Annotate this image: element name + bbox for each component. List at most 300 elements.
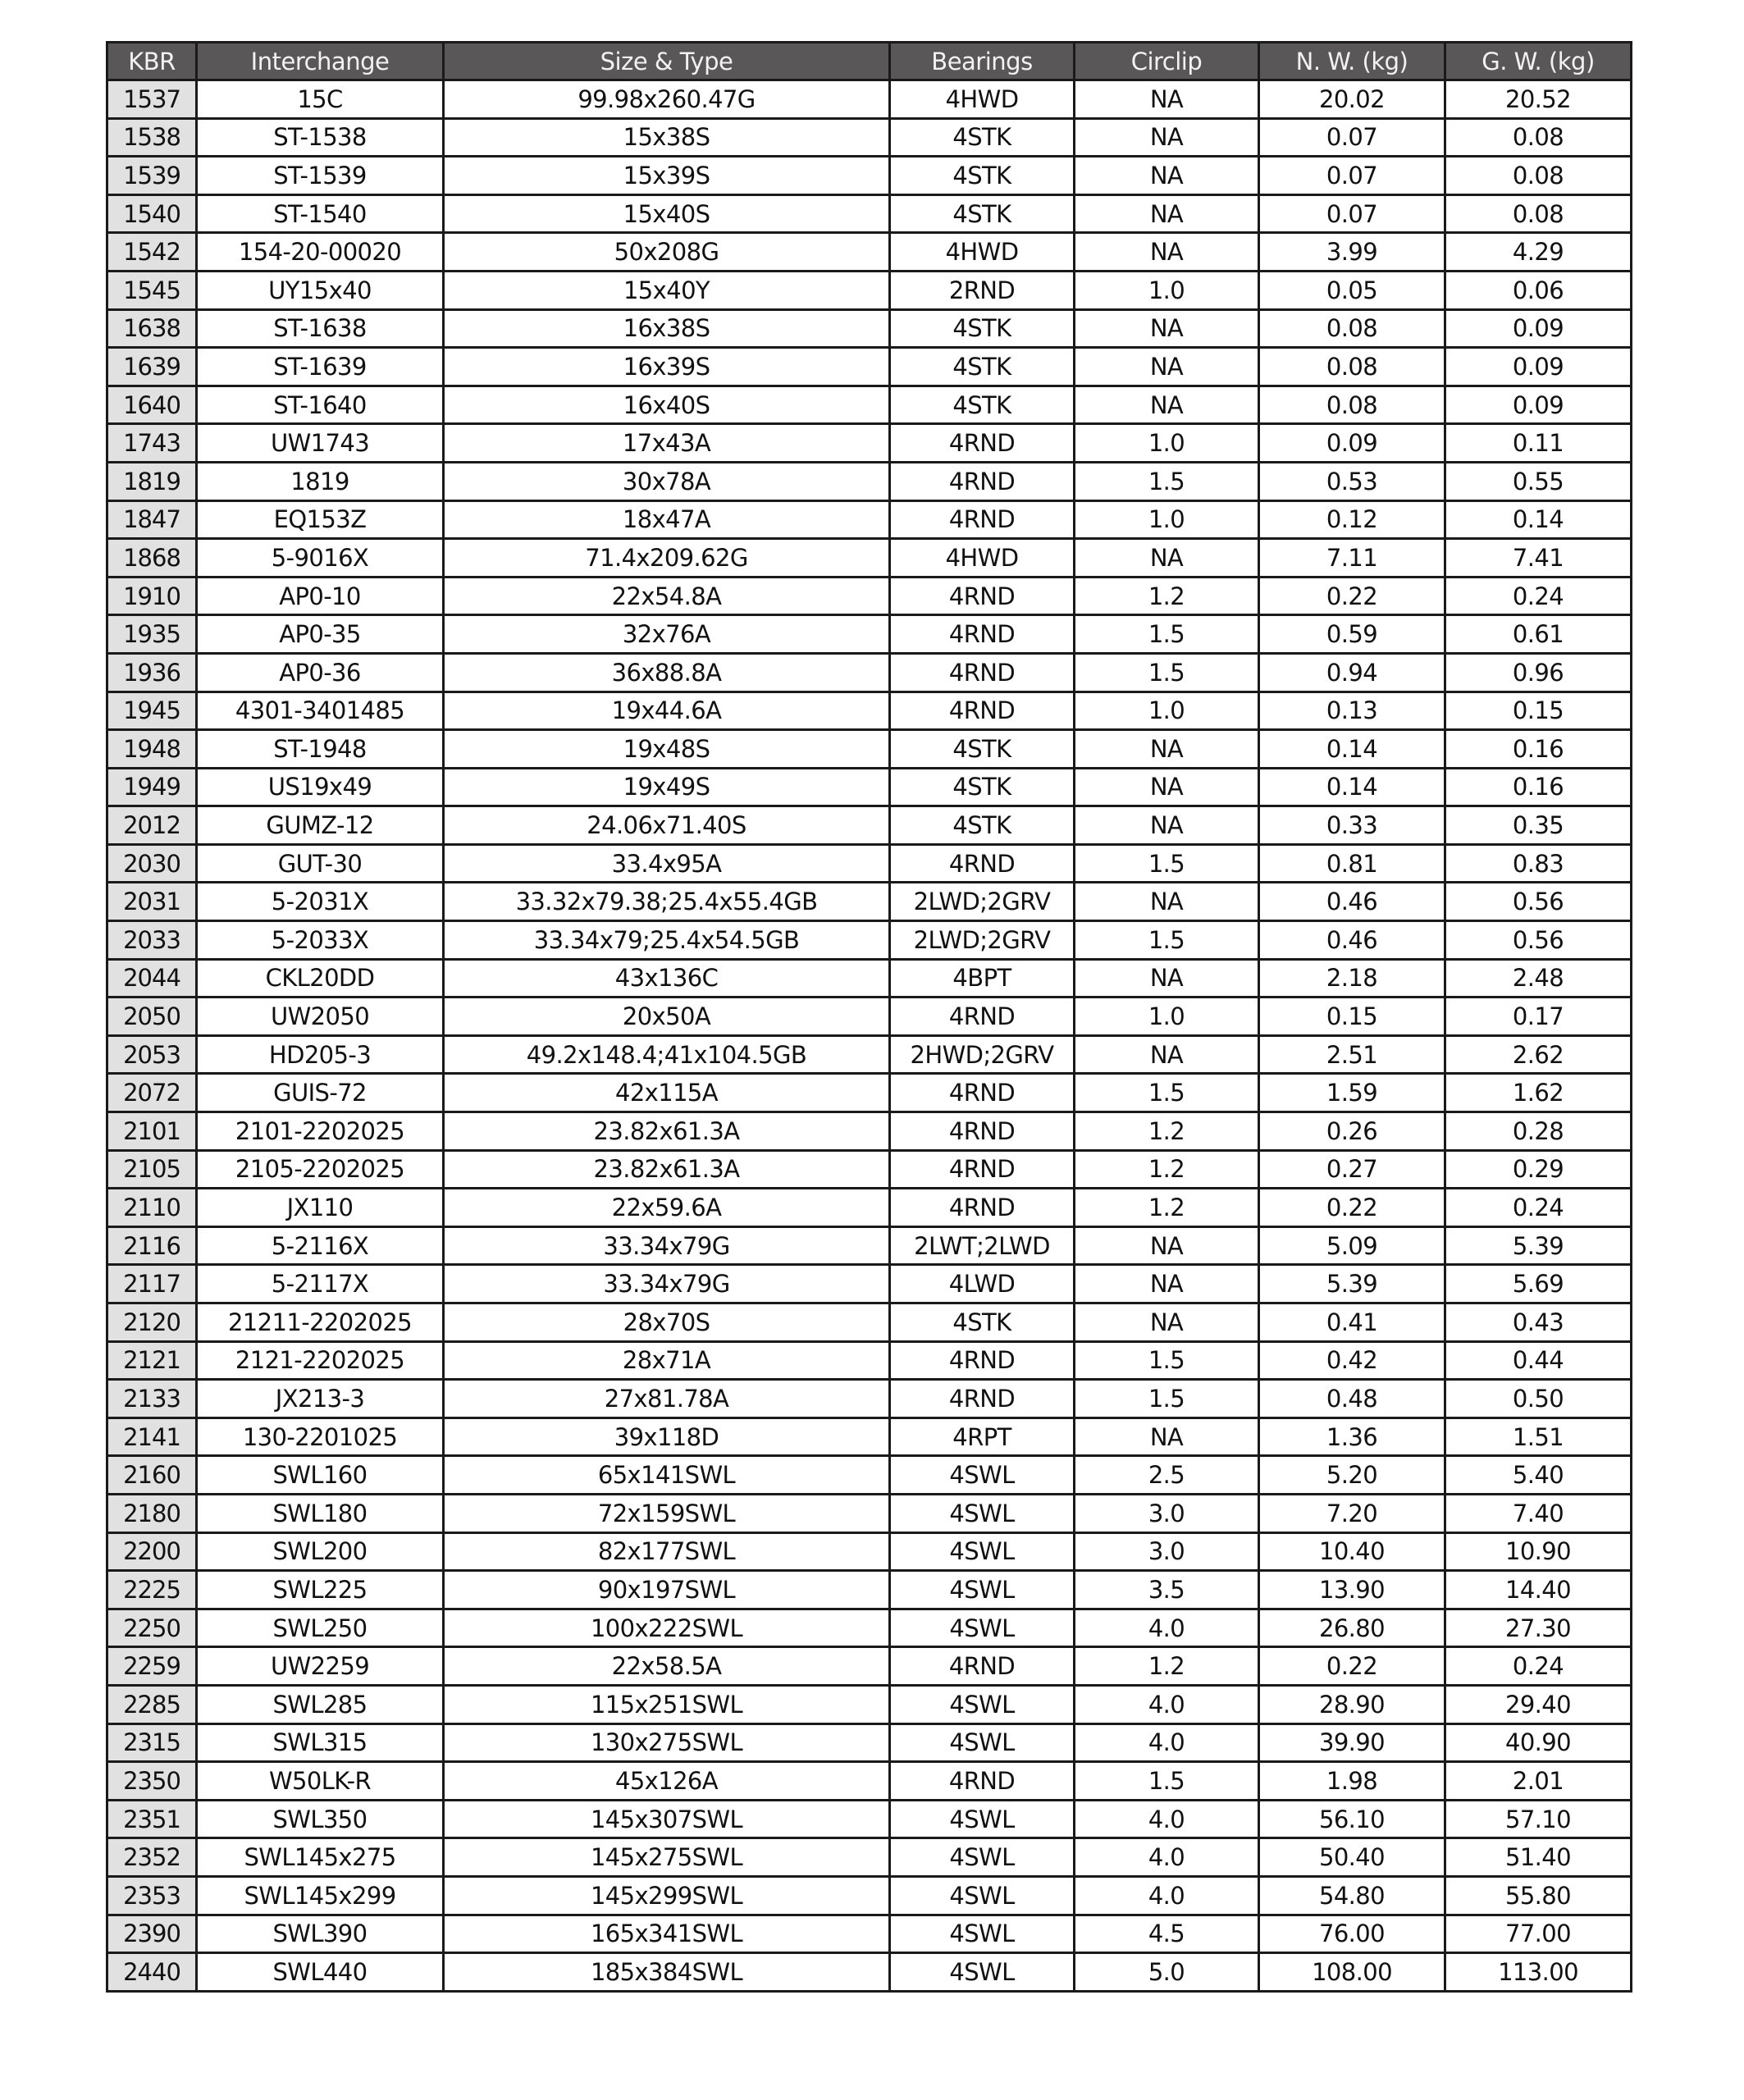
table-row <box>107 271 1632 309</box>
cell-net-weight: 0.42 <box>1259 1341 1445 1380</box>
cell-kbr: 1936 <box>107 653 197 692</box>
cell-circlip: 1.5 <box>1075 653 1259 692</box>
cell-kbr: 2351 <box>107 1800 197 1838</box>
cell-bearings: 2HWD;2GRV <box>890 1035 1075 1074</box>
cell-net-weight: 0.08 <box>1259 348 1445 386</box>
header-kbr: KBR <box>107 43 197 80</box>
cell-net-weight: 0.53 <box>1259 462 1445 500</box>
table-row <box>107 1723 1632 1762</box>
table-row <box>107 424 1632 463</box>
cell-interchange: ST-1538 <box>197 118 444 157</box>
table-row <box>107 539 1632 578</box>
header-size-type: Size & Type <box>444 43 890 80</box>
cell-circlip: 1.2 <box>1075 577 1259 615</box>
cell-net-weight: 13.90 <box>1259 1571 1445 1609</box>
cell-circlip: 1.0 <box>1075 692 1259 730</box>
cell-bearings: 4HWD <box>890 80 1075 119</box>
cell-circlip: 1.2 <box>1075 1150 1259 1189</box>
cell-circlip: NA <box>1075 1265 1259 1303</box>
cell-interchange: UW2259 <box>197 1647 444 1686</box>
cell-kbr: 1639 <box>107 348 197 386</box>
cell-size-type: 19x48S <box>444 730 890 769</box>
cell-net-weight: 2.51 <box>1259 1035 1445 1074</box>
cell-interchange: SWL285 <box>197 1685 444 1723</box>
cell-kbr: 2033 <box>107 921 197 960</box>
cell-size-type: 28x70S <box>444 1303 890 1342</box>
cell-interchange: 154-20-00020 <box>197 233 444 272</box>
cell-bearings: 4RND <box>890 615 1075 654</box>
cell-gross-weight: 7.40 <box>1445 1494 1632 1532</box>
table-row <box>107 1685 1632 1723</box>
cell-net-weight: 56.10 <box>1259 1800 1445 1838</box>
cell-gross-weight: 5.39 <box>1445 1226 1632 1265</box>
table-row <box>107 692 1632 730</box>
cell-circlip: 1.2 <box>1075 1112 1259 1151</box>
cell-kbr: 1945 <box>107 692 197 730</box>
cell-bearings: 4RND <box>890 1380 1075 1418</box>
cell-size-type: 65x141SWL <box>444 1456 890 1495</box>
cell-size-type: 43x136C <box>444 959 890 998</box>
cell-net-weight: 0.05 <box>1259 271 1445 309</box>
cell-interchange: JX110 <box>197 1189 444 1227</box>
cell-circlip: NA <box>1075 768 1259 806</box>
cell-bearings: 4STK <box>890 348 1075 386</box>
cell-kbr: 2352 <box>107 1838 197 1877</box>
cell-kbr: 1819 <box>107 462 197 500</box>
cell-circlip: 4.0 <box>1075 1609 1259 1647</box>
cell-interchange: 2105-2202025 <box>197 1150 444 1189</box>
cell-interchange: SWL225 <box>197 1571 444 1609</box>
cell-kbr: 1537 <box>107 80 197 119</box>
cell-net-weight: 108.00 <box>1259 1953 1445 1992</box>
cell-gross-weight: 0.09 <box>1445 386 1632 424</box>
cell-net-weight: 7.11 <box>1259 539 1445 578</box>
cell-net-weight: 0.14 <box>1259 730 1445 769</box>
cell-interchange: ST-1948 <box>197 730 444 769</box>
cell-bearings: 4RND <box>890 462 1075 500</box>
cell-kbr: 1638 <box>107 309 197 348</box>
cell-bearings: 2LWT;2LWD <box>890 1226 1075 1265</box>
table-row <box>107 462 1632 500</box>
cell-bearings: 4HWD <box>890 233 1075 272</box>
cell-size-type: 15x39S <box>444 157 890 195</box>
cell-net-weight: 0.22 <box>1259 577 1445 615</box>
cell-kbr: 1542 <box>107 233 197 272</box>
cell-gross-weight: 14.40 <box>1445 1571 1632 1609</box>
table-row <box>107 1265 1632 1303</box>
cell-interchange: SWL160 <box>197 1456 444 1495</box>
table-row <box>107 1762 1632 1801</box>
cell-circlip: 3.5 <box>1075 1571 1259 1609</box>
cell-interchange: UW1743 <box>197 424 444 463</box>
cell-size-type: 99.98x260.47G <box>444 80 890 119</box>
cell-interchange: SWL200 <box>197 1532 444 1571</box>
cell-bearings: 4SWL <box>890 1838 1075 1877</box>
cell-kbr: 2030 <box>107 844 197 883</box>
table-row <box>107 1035 1632 1074</box>
table-row <box>107 1074 1632 1112</box>
cell-size-type: 115x251SWL <box>444 1685 890 1723</box>
cell-circlip: NA <box>1075 883 1259 921</box>
table-row <box>107 1112 1632 1151</box>
table-row <box>107 998 1632 1036</box>
cell-interchange: GUMZ-12 <box>197 806 444 845</box>
cell-bearings: 4SWL <box>890 1456 1075 1495</box>
cell-circlip: 4.0 <box>1075 1876 1259 1915</box>
cell-kbr: 1540 <box>107 194 197 233</box>
cell-gross-weight: 2.62 <box>1445 1035 1632 1074</box>
cell-gross-weight: 0.56 <box>1445 883 1632 921</box>
cell-size-type: 17x43A <box>444 424 890 463</box>
table-row <box>107 1226 1632 1265</box>
cell-kbr: 1545 <box>107 271 197 309</box>
cell-interchange: AP0-35 <box>197 615 444 654</box>
cell-size-type: 39x118D <box>444 1418 890 1456</box>
cell-kbr: 2180 <box>107 1494 197 1532</box>
cell-circlip: NA <box>1075 157 1259 195</box>
cell-bearings: 4RND <box>890 998 1075 1036</box>
cell-gross-weight: 5.69 <box>1445 1265 1632 1303</box>
cell-circlip: 1.5 <box>1075 844 1259 883</box>
cell-net-weight: 76.00 <box>1259 1915 1445 1953</box>
cell-kbr: 1949 <box>107 768 197 806</box>
cell-interchange: 21211-2202025 <box>197 1303 444 1342</box>
cell-bearings: 4STK <box>890 157 1075 195</box>
table-body <box>107 80 1632 1992</box>
cell-circlip: NA <box>1075 730 1259 769</box>
table-row <box>107 1532 1632 1571</box>
cell-gross-weight: 0.15 <box>1445 692 1632 730</box>
cell-interchange: SWL390 <box>197 1915 444 1953</box>
cell-interchange: SWL180 <box>197 1494 444 1532</box>
cell-kbr: 2285 <box>107 1685 197 1723</box>
cell-circlip: NA <box>1075 194 1259 233</box>
cell-circlip: 1.5 <box>1075 921 1259 960</box>
table-row <box>107 1915 1632 1953</box>
cell-size-type: 45x126A <box>444 1762 890 1801</box>
cell-bearings: 4RND <box>890 577 1075 615</box>
cell-kbr: 2012 <box>107 806 197 845</box>
cell-bearings: 4RND <box>890 1341 1075 1380</box>
table-row <box>107 1150 1632 1189</box>
table-row <box>107 653 1632 692</box>
table-row <box>107 615 1632 654</box>
cell-bearings: 4BPT <box>890 959 1075 998</box>
cell-size-type: 145x307SWL <box>444 1800 890 1838</box>
cell-size-type: 15x40S <box>444 194 890 233</box>
cell-size-type: 145x299SWL <box>444 1876 890 1915</box>
cell-size-type: 33.34x79;25.4x54.5GB <box>444 921 890 960</box>
table-row <box>107 157 1632 195</box>
cell-bearings: 4RND <box>890 692 1075 730</box>
cell-bearings: 4STK <box>890 730 1075 769</box>
cell-interchange: SWL145x299 <box>197 1876 444 1915</box>
cell-circlip: 1.0 <box>1075 500 1259 539</box>
cell-net-weight: 0.07 <box>1259 118 1445 157</box>
cell-gross-weight: 0.11 <box>1445 424 1632 463</box>
cell-circlip: 1.5 <box>1075 615 1259 654</box>
table-row <box>107 309 1632 348</box>
cell-circlip: 3.0 <box>1075 1494 1259 1532</box>
cell-interchange: UW2050 <box>197 998 444 1036</box>
cell-interchange: SWL315 <box>197 1723 444 1762</box>
cell-bearings: 2RND <box>890 271 1075 309</box>
cell-interchange: 5-9016X <box>197 539 444 578</box>
cell-kbr: 2160 <box>107 1456 197 1495</box>
cell-circlip: 4.0 <box>1075 1723 1259 1762</box>
cell-size-type: 16x39S <box>444 348 890 386</box>
table-row <box>107 1647 1632 1686</box>
cell-net-weight: 0.26 <box>1259 1112 1445 1151</box>
cell-circlip: NA <box>1075 233 1259 272</box>
cell-net-weight: 28.90 <box>1259 1685 1445 1723</box>
cell-bearings: 4RPT <box>890 1418 1075 1456</box>
cell-size-type: 165x341SWL <box>444 1915 890 1953</box>
cell-size-type: 19x49S <box>444 768 890 806</box>
table-row <box>107 1303 1632 1342</box>
cell-size-type: 145x275SWL <box>444 1838 890 1877</box>
cell-gross-weight: 2.01 <box>1445 1762 1632 1801</box>
table-row <box>107 500 1632 539</box>
cell-interchange: CKL20DD <box>197 959 444 998</box>
cell-gross-weight: 55.80 <box>1445 1876 1632 1915</box>
cell-gross-weight: 0.96 <box>1445 653 1632 692</box>
cell-kbr: 2050 <box>107 998 197 1036</box>
cell-gross-weight: 10.90 <box>1445 1532 1632 1571</box>
cell-interchange: 5-2033X <box>197 921 444 960</box>
table-row <box>107 194 1632 233</box>
cell-gross-weight: 0.61 <box>1445 615 1632 654</box>
cell-bearings: 4STK <box>890 806 1075 845</box>
cell-size-type: 28x71A <box>444 1341 890 1380</box>
cell-size-type: 33.34x79G <box>444 1265 890 1303</box>
cell-interchange: 5-2031X <box>197 883 444 921</box>
cell-size-type: 23.82x61.3A <box>444 1150 890 1189</box>
cell-size-type: 23.82x61.3A <box>444 1112 890 1151</box>
cell-kbr: 1910 <box>107 577 197 615</box>
cell-gross-weight: 7.41 <box>1445 539 1632 578</box>
cell-interchange: SWL440 <box>197 1953 444 1992</box>
cell-size-type: 30x78A <box>444 462 890 500</box>
cell-kbr: 2117 <box>107 1265 197 1303</box>
cell-gross-weight: 1.51 <box>1445 1418 1632 1456</box>
cell-circlip: 4.0 <box>1075 1838 1259 1877</box>
cell-circlip: NA <box>1075 1226 1259 1265</box>
cell-gross-weight: 0.55 <box>1445 462 1632 500</box>
table-row <box>107 1456 1632 1495</box>
cell-bearings: 4SWL <box>890 1532 1075 1571</box>
table-row <box>107 1571 1632 1609</box>
cell-net-weight: 0.33 <box>1259 806 1445 845</box>
table-row <box>107 1838 1632 1877</box>
cell-net-weight: 3.99 <box>1259 233 1445 272</box>
cell-size-type: 42x115A <box>444 1074 890 1112</box>
cell-net-weight: 0.22 <box>1259 1189 1445 1227</box>
cell-gross-weight: 0.08 <box>1445 194 1632 233</box>
cell-kbr: 2116 <box>107 1226 197 1265</box>
cell-size-type: 130x275SWL <box>444 1723 890 1762</box>
cell-size-type: 18x47A <box>444 500 890 539</box>
cell-gross-weight: 2.48 <box>1445 959 1632 998</box>
cell-circlip: NA <box>1075 118 1259 157</box>
cell-circlip: NA <box>1075 959 1259 998</box>
cell-circlip: 1.5 <box>1075 1762 1259 1801</box>
header-gross-weight: G. W. (kg) <box>1445 43 1632 80</box>
cell-interchange: ST-1540 <box>197 194 444 233</box>
cell-kbr: 2225 <box>107 1571 197 1609</box>
table-row <box>107 959 1632 998</box>
cell-net-weight: 0.07 <box>1259 194 1445 233</box>
cell-net-weight: 0.22 <box>1259 1647 1445 1686</box>
cell-bearings: 4STK <box>890 1303 1075 1342</box>
cell-net-weight: 0.08 <box>1259 309 1445 348</box>
cell-bearings: 4SWL <box>890 1685 1075 1723</box>
cell-gross-weight: 29.40 <box>1445 1685 1632 1723</box>
cell-interchange: 2101-2202025 <box>197 1112 444 1151</box>
cell-gross-weight: 57.10 <box>1445 1800 1632 1838</box>
cell-size-type: 15x40Y <box>444 271 890 309</box>
cell-size-type: 36x88.8A <box>444 653 890 692</box>
cell-net-weight: 1.98 <box>1259 1762 1445 1801</box>
cell-gross-weight: 0.08 <box>1445 157 1632 195</box>
cell-interchange: US19x49 <box>197 768 444 806</box>
table-row <box>107 1609 1632 1647</box>
cell-net-weight: 0.59 <box>1259 615 1445 654</box>
cell-gross-weight: 0.24 <box>1445 1647 1632 1686</box>
table-row <box>107 1341 1632 1380</box>
cell-circlip: 1.0 <box>1075 271 1259 309</box>
cell-bearings: 4RND <box>890 1112 1075 1151</box>
cell-kbr: 2350 <box>107 1762 197 1801</box>
table-row <box>107 1876 1632 1915</box>
cell-kbr: 2315 <box>107 1723 197 1762</box>
cell-net-weight: 1.59 <box>1259 1074 1445 1112</box>
cell-bearings: 4RND <box>890 424 1075 463</box>
cell-bearings: 2LWD;2GRV <box>890 921 1075 960</box>
cell-size-type: 22x54.8A <box>444 577 890 615</box>
cell-size-type: 71.4x209.62G <box>444 539 890 578</box>
table-row <box>107 1189 1632 1227</box>
cell-circlip: 1.5 <box>1075 1341 1259 1380</box>
cell-size-type: 49.2x148.4;41x104.5GB <box>444 1035 890 1074</box>
cell-circlip: 1.2 <box>1075 1647 1259 1686</box>
cell-circlip: 1.5 <box>1075 1380 1259 1418</box>
table-row <box>107 1380 1632 1418</box>
cell-circlip: NA <box>1075 1035 1259 1074</box>
cell-gross-weight: 0.83 <box>1445 844 1632 883</box>
cell-net-weight: 0.07 <box>1259 157 1445 195</box>
cell-circlip: 5.0 <box>1075 1953 1259 1992</box>
cell-net-weight: 26.80 <box>1259 1609 1445 1647</box>
cell-interchange: ST-1638 <box>197 309 444 348</box>
cell-circlip: 2.5 <box>1075 1456 1259 1495</box>
cell-gross-weight: 0.14 <box>1445 500 1632 539</box>
cell-net-weight: 0.46 <box>1259 883 1445 921</box>
table-row <box>107 921 1632 960</box>
cell-bearings: 4RND <box>890 1189 1075 1227</box>
cell-kbr: 2105 <box>107 1150 197 1189</box>
cell-net-weight: 2.18 <box>1259 959 1445 998</box>
table-row <box>107 348 1632 386</box>
cell-gross-weight: 0.16 <box>1445 768 1632 806</box>
cell-size-type: 82x177SWL <box>444 1532 890 1571</box>
cell-net-weight: 5.39 <box>1259 1265 1445 1303</box>
cell-net-weight: 0.12 <box>1259 500 1445 539</box>
cell-interchange: EQ153Z <box>197 500 444 539</box>
cell-bearings: 4SWL <box>890 1915 1075 1953</box>
cell-interchange: ST-1539 <box>197 157 444 195</box>
cell-net-weight: 0.14 <box>1259 768 1445 806</box>
cell-size-type: 72x159SWL <box>444 1494 890 1532</box>
cell-interchange: SWL250 <box>197 1609 444 1647</box>
cell-gross-weight: 113.00 <box>1445 1953 1632 1992</box>
cell-bearings: 4STK <box>890 386 1075 424</box>
cell-kbr: 2200 <box>107 1532 197 1571</box>
cell-kbr: 2044 <box>107 959 197 998</box>
cell-bearings: 4STK <box>890 194 1075 233</box>
cell-bearings: 4RND <box>890 1150 1075 1189</box>
cell-gross-weight: 27.30 <box>1445 1609 1632 1647</box>
cell-bearings: 4RND <box>890 1074 1075 1112</box>
cell-kbr: 1935 <box>107 615 197 654</box>
cell-interchange: ST-1639 <box>197 348 444 386</box>
cell-circlip: 4.5 <box>1075 1915 1259 1953</box>
cell-size-type: 50x208G <box>444 233 890 272</box>
header-row <box>107 43 1632 80</box>
cell-bearings: 4SWL <box>890 1571 1075 1609</box>
cell-kbr: 1948 <box>107 730 197 769</box>
cell-kbr: 2440 <box>107 1953 197 1992</box>
cell-kbr: 1847 <box>107 500 197 539</box>
cell-gross-weight: 0.50 <box>1445 1380 1632 1418</box>
cell-gross-weight: 0.24 <box>1445 577 1632 615</box>
cell-bearings: 4SWL <box>890 1723 1075 1762</box>
cell-circlip: 1.5 <box>1075 1074 1259 1112</box>
cell-interchange: JX213-3 <box>197 1380 444 1418</box>
cell-circlip: 1.0 <box>1075 424 1259 463</box>
cell-circlip: 1.0 <box>1075 998 1259 1036</box>
cell-gross-weight: 0.29 <box>1445 1150 1632 1189</box>
cell-net-weight: 39.90 <box>1259 1723 1445 1762</box>
cell-circlip: NA <box>1075 1303 1259 1342</box>
cell-kbr: 2121 <box>107 1341 197 1380</box>
cell-kbr: 1539 <box>107 157 197 195</box>
cell-circlip: NA <box>1075 1418 1259 1456</box>
cell-bearings: 2LWD;2GRV <box>890 883 1075 921</box>
cell-net-weight: 10.40 <box>1259 1532 1445 1571</box>
cell-size-type: 185x384SWL <box>444 1953 890 1992</box>
cell-interchange: 5-2116X <box>197 1226 444 1265</box>
cell-bearings: 4SWL <box>890 1876 1075 1915</box>
cell-net-weight: 20.02 <box>1259 80 1445 119</box>
cell-net-weight: 0.94 <box>1259 653 1445 692</box>
table-row <box>107 883 1632 921</box>
product-spec-table <box>106 41 1632 1993</box>
header-interchange: Interchange <box>197 43 444 80</box>
table-row <box>107 1494 1632 1532</box>
cell-kbr: 2101 <box>107 1112 197 1151</box>
table-row <box>107 386 1632 424</box>
cell-interchange: W50LK-R <box>197 1762 444 1801</box>
header-bearings: Bearings <box>890 43 1075 80</box>
cell-size-type: 15x38S <box>444 118 890 157</box>
table-row <box>107 118 1632 157</box>
cell-gross-weight: 77.00 <box>1445 1915 1632 1953</box>
cell-interchange: ST-1640 <box>197 386 444 424</box>
cell-kbr: 2250 <box>107 1609 197 1647</box>
table-header <box>107 43 1632 80</box>
cell-net-weight: 50.40 <box>1259 1838 1445 1877</box>
